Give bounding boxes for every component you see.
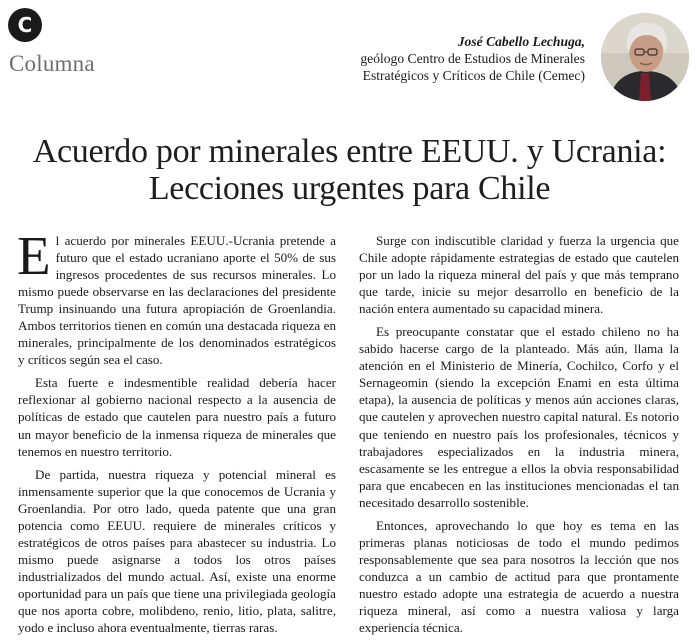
author-portrait-image [601, 13, 689, 101]
paragraph: Surge con indiscutible claridad y fuerza la urgencia que Chile adopte rápidamente estrategias de estado que cautelen por un lado la riqueza mineral del país y que más temprano que tarde, inicie su mejor desarrollo en beneficio de la nación entera aumentado su capacidad minera. [359, 233, 679, 317]
byline [245, 33, 585, 84]
section-label: Columna [9, 51, 95, 76]
paragraph: De partida, nuestra riqueza y potencial mineral es inmensamente superior que la que conocemos de Ucrania y Groenlandia. Por otro lado, queda patente que una gran potencia como EEUU. requiere de minerales críticos y estratégicos de otros países para abastecer su industria. Lo mismo puede asignarse a todos los otros países industrializados del mundo actual. Así, existe una enorme oportunidad para un país que tiene una privilegiada geología que nos aporta cobre, molibdeno, renio, litio, plata, salitre, yodo e incluso ahora eventualmente, tierras raras. [18, 466, 336, 636]
title-line-1: Acuerdo por minerales entre EEUU. y Ucrania: [32, 133, 667, 170]
paragraph: Entonces, aprovechando lo que hoy es tema en las primeras planas noticiosas de todo el mundo pedimos responsablemente que sea para nosotros la lección que nos conduzca a un cambio de actitud para que prontamente nuestro estado adopte una estrategia de acuerdo a nuestra riqueza mineral, así como a nuestra valiosa y larga experiencia técnica. [359, 517, 679, 636]
title-line-2: Lecciones urgentes para Chile [148, 170, 551, 207]
drop-cap: E [17, 225, 51, 286]
paragraph-text: l acuerdo por minerales EEUU.-Ucrania pretende a futuro que el estado ucraniano aporte el 50% de sus ingresos procedentes de sus recursos minerales. Lo mismo puede observarse en las declaraciones del presidente Trump insinuando una futura apropiación de Groenlandia. Ambos territorios tienen en común una destacada riqueza en minerales, principalmente de los denominados estratégicos y críticos según sea el caso. [18, 233, 336, 368]
author-portrait [601, 13, 689, 101]
author-name: José Cabello Lechuga, [457, 34, 585, 49]
paragraph: Esta fuerte e indesmentible realidad debería hacer reflexionar al gobierno nacional respecto a la ausencia de políticas de estado que cautelen para nuestro país a futuro un mayor beneficio de la inmensa riqueza de minerales que tenemos en nuestro territorio. [18, 375, 336, 459]
author-role-line-1: geólogo Centro de Estudios de Minerales [360, 51, 585, 66]
column-badge: C [8, 8, 42, 42]
right-column [359, 232, 679, 642]
article-title [0, 133, 699, 207]
author-role-line-2: Estratégicos y Críticos de Chile (Cemec) [362, 68, 585, 83]
paragraph: Es preocupante constatar que el estado chileno no ha sabido hacerse cargo de la planteado. Más aún, llama la atención en el Ministerio de Minería, Cochilco, Corfo y el Sernageomin (siendo la excepción Enami en esta última etapa), la ausencia de políticas y menos aún acciones claras, que cautelen y aprovechen nuestro capital natural. Es notorio que teniendo en nuestro país los profesionales, técnicos y trabajadores especializados en la industria minera, escasamente se les entregue a ellos la obvia responsabilidad para que encabecen en las instituciones mencionadas el tan necesitado desarrollo sostenible. [359, 324, 679, 510]
paragraph [17, 225, 336, 368]
left-column [17, 225, 336, 642]
